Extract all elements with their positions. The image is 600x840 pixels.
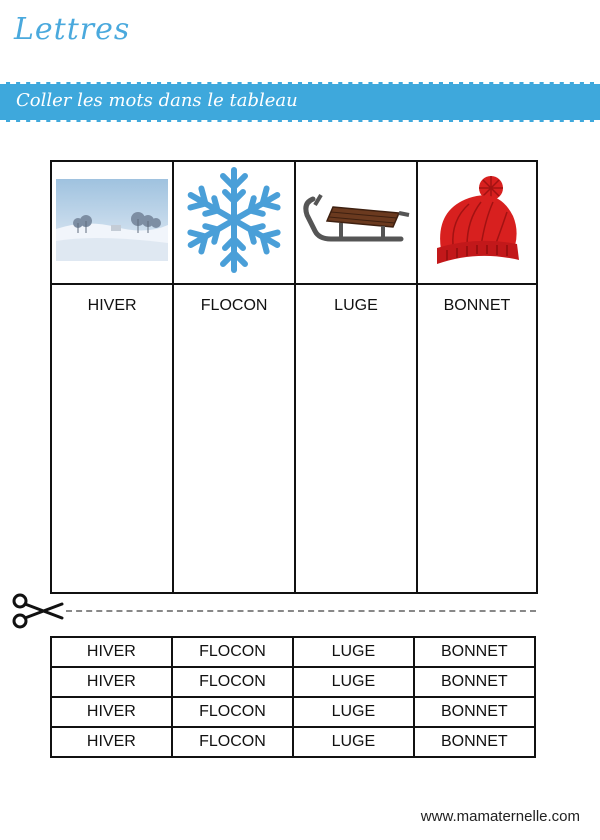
label-card[interactable]: HIVER — [51, 637, 172, 667]
footer-url[interactable]: www.mamaternelle.com — [420, 808, 580, 825]
picture-cell-winter — [51, 161, 173, 284]
label-card[interactable]: FLOCON — [172, 667, 293, 697]
label-card[interactable]: BONNET — [414, 697, 535, 727]
instruction-banner — [0, 82, 600, 122]
column-word: BONNET — [443, 297, 511, 314]
label-card[interactable]: BONNET — [414, 637, 535, 667]
sorting-table — [50, 160, 538, 594]
label-card[interactable]: FLOCON — [172, 727, 293, 757]
page-title: Lettres — [14, 12, 131, 47]
column-word: FLOCON — [200, 297, 268, 314]
winter-landscape-icon — [56, 179, 168, 261]
picture-cell-sled — [295, 161, 417, 284]
cut-line — [66, 610, 536, 612]
sled-icon — [301, 185, 411, 255]
label-card[interactable]: HIVER — [51, 697, 172, 727]
picture-cell-snowflake — [173, 161, 295, 284]
label-card[interactable]: FLOCON — [172, 697, 293, 727]
column-hiver — [51, 284, 173, 593]
label-card[interactable]: LUGE — [293, 697, 414, 727]
scissors-icon — [10, 592, 64, 630]
snowflake-icon — [179, 165, 289, 275]
label-card[interactable]: BONNET — [414, 727, 535, 757]
picture-cell-hat — [417, 161, 537, 284]
column-flocon — [173, 284, 295, 593]
column-word: HIVER — [87, 297, 137, 314]
label-card[interactable]: FLOCON — [172, 637, 293, 667]
label-card[interactable]: HIVER — [51, 727, 172, 757]
label-card[interactable]: HIVER — [51, 667, 172, 697]
cut-out-labels — [50, 636, 536, 758]
wool-hat-icon — [427, 170, 527, 270]
column-word: LUGE — [334, 297, 378, 314]
instruction-text: Coller les mots dans le tableau — [16, 90, 298, 111]
label-card[interactable]: LUGE — [293, 727, 414, 757]
label-card[interactable]: LUGE — [293, 667, 414, 697]
label-card[interactable]: LUGE — [293, 637, 414, 667]
column-bonnet — [417, 284, 537, 593]
column-luge — [295, 284, 417, 593]
label-card[interactable]: BONNET — [414, 667, 535, 697]
